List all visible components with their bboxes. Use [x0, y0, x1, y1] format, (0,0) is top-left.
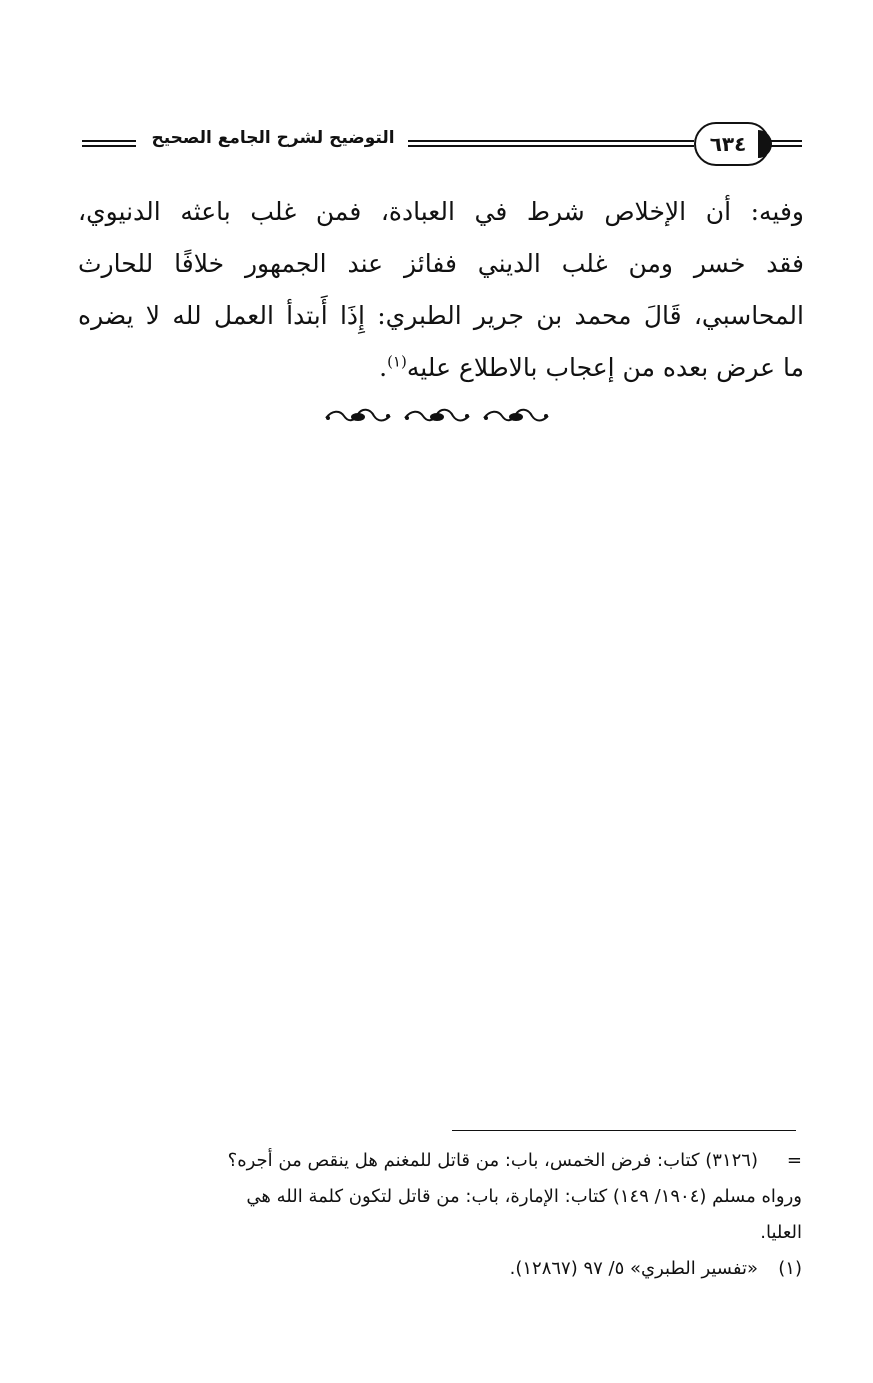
footnote-1-text: «تفسير الطبري» ٥/ ٩٧ (١٢٨٦٧). [509, 1258, 758, 1279]
text-line-2: فقد خسر ومن غلب الديني ففائز عند الجمهور خلافًا للحارث [78, 249, 804, 278]
ornament-flourish-icon [480, 404, 552, 430]
text-line-4-content: ما عرض بعده من إعجاب بالاطلاع عليه [406, 353, 804, 382]
footnote-1-marker: (١) [778, 1258, 802, 1279]
header-title: التوضيح لشرح الجامع الصحيح [151, 128, 395, 148]
ornament-flourish-icon [401, 404, 473, 430]
page-number: ٦٣٤ [709, 132, 747, 156]
header-rule-left [82, 140, 136, 147]
text-line-4 [78, 342, 804, 394]
footnote-reference: (١) [387, 352, 407, 371]
end-punctuation: . [379, 353, 388, 382]
running-header [82, 122, 802, 168]
footnote-1 [82, 1251, 802, 1287]
footnote-continuation-line-1 [82, 1143, 802, 1179]
footnote-text: (٣١٢٦) كتاب: فرض الخمس، باب: من قاتل للمغنم هل ينقص من أجره؟ [227, 1150, 758, 1171]
header-rule-right [762, 140, 802, 147]
ornament-flourish-icon [322, 404, 394, 430]
section-ornament [322, 404, 552, 430]
text-line-1: وفيه: أن الإخلاص شرط في العبادة، فمن غلب باعثه الدنيوي، [78, 197, 804, 226]
continuation-marker: = [786, 1150, 802, 1171]
footnote-continuation-line-3: العليا. [760, 1222, 802, 1243]
footnote-continuation-line-2: ورواه مسلم (١٩٠٤/ ١٤٩) كتاب: الإمارة، باب: من قاتل لتكون كلمة الله هي [246, 1186, 802, 1207]
page-number-frame [694, 122, 770, 166]
header-rule-middle [408, 140, 694, 147]
text-line-3: المحاسبي، قَالَ محمد بن جرير الطبري: إِذَا أَبتدأ العمل لله لا يضره [78, 301, 804, 330]
footnote-separator [452, 1130, 796, 1131]
main-text [78, 186, 804, 394]
footnotes [82, 1143, 802, 1287]
